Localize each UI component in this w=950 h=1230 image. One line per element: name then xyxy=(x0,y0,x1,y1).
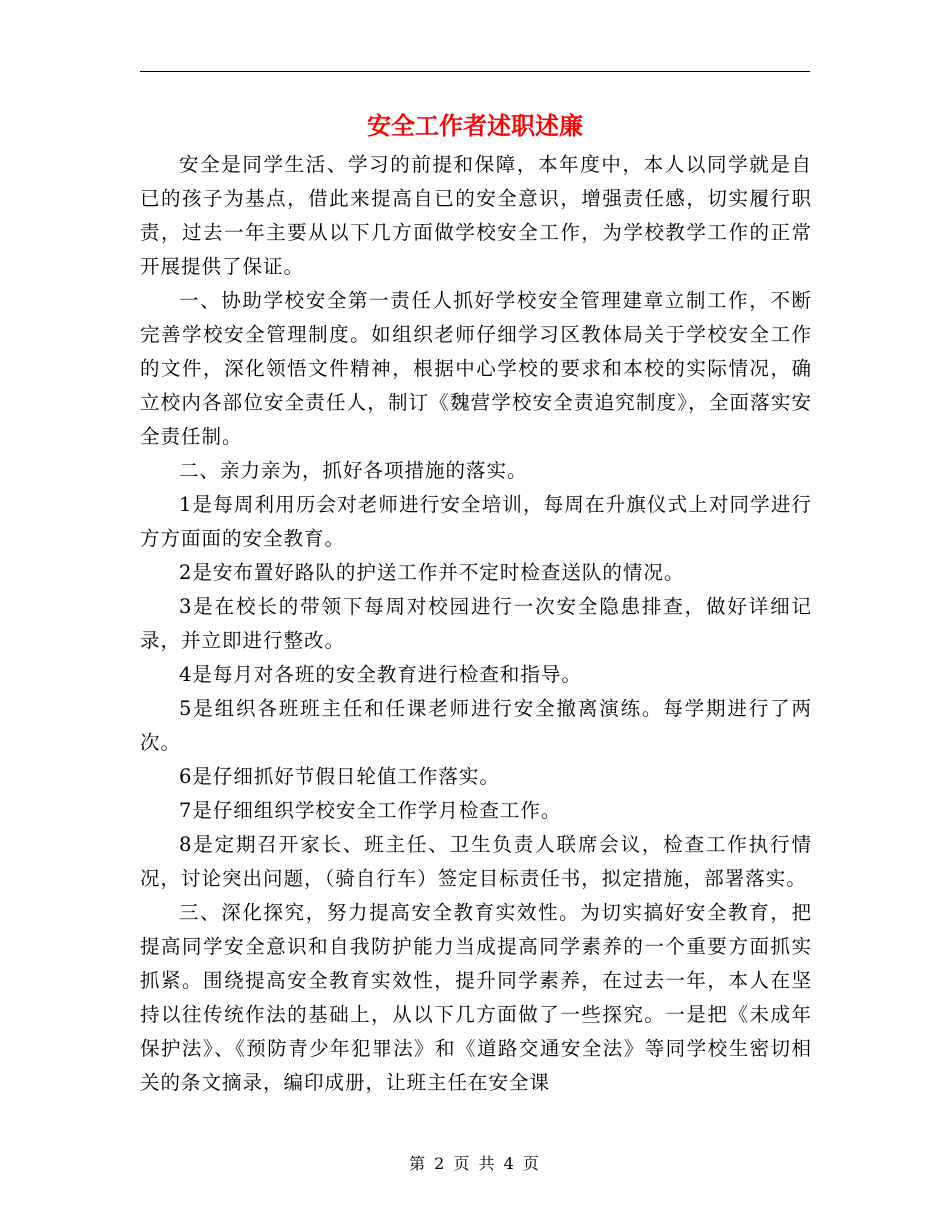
paragraph: 一、协助学校安全第一责任人抓好学校安全管理建章立制工作，不断完善学校安全管理制度。如组织老师仔细学习区教体局关于学校安全工作的文件，深化领悟文件精神，根据中心学校的要求和本校的实际情况，确立校内各部位安全责任人，制订《魏营学校安全责追究制度》，全面落实安全责任制。 xyxy=(140,289,812,448)
paragraph: 8是定期召开家长、班主任、卫生负责人联席会议，检查工作执行情况，讨论突出问题，（骑自行车）签定目标责任书，拟定措施，部署落实。 xyxy=(140,833,812,890)
paragraph: 二、亲力亲为，抓好各项措施的落实。 xyxy=(179,459,528,482)
paragraph: 三、深化探究，努力提高安全教育实效性。为切实搞好安全教育，把提高同学安全意识和自我防护能力当成提高同学素养的一个重要方面抓实抓紧。围绕提高安全教育实效性，提升同学素养，在过去一年，本人在坚持以往传统作法的基础上，从以下几方面做了一些探究。一是把《未成年保护法》、《预防青少年犯罪法》和《道路交通安全法》等同学校生密切相关的条文摘录，编印成册，让班主任在安全课 xyxy=(140,901,812,1094)
header-rule xyxy=(140,71,810,72)
document-body xyxy=(140,148,812,1100)
paragraph: 7是仔细组织学校安全工作学月检查工作。 xyxy=(179,799,562,822)
paragraph: 5是组织各班班主任和任课老师进行安全撤离演练。每学期进行了两次。 xyxy=(140,697,812,754)
document-title: 安全工作者述职述廉 xyxy=(367,111,583,140)
paragraph: 安全是同学生活、学习的前提和保障，本年度中，本人以同学就是自已的孩子为基点，借此来提高自已的安全意识，增强责任感，切实履行职责，过去一年主要从以下几方面做学校安全工作，为学校教学工作的正常开展提供了保证。 xyxy=(140,153,812,278)
paragraph: 3是在校长的带领下每周对校园进行一次安全隐患排查，做好详细记录，并立即进行整改。 xyxy=(140,595,812,652)
page-number: 第 2 页 共 4 页 xyxy=(409,1154,541,1173)
paragraph: 1是每周利用历会对老师进行安全培训，每周在升旗仪式上对同学进行方方面面的安全教育。 xyxy=(140,493,812,550)
paragraph: 2是安布置好路队的护送工作并不定时检查送队的情况。 xyxy=(179,561,685,584)
paragraph: 6是仔细抓好节假日轮值工作落实。 xyxy=(179,765,500,788)
paragraph: 4是每月对各班的安全教育进行检查和指导。 xyxy=(179,663,582,686)
